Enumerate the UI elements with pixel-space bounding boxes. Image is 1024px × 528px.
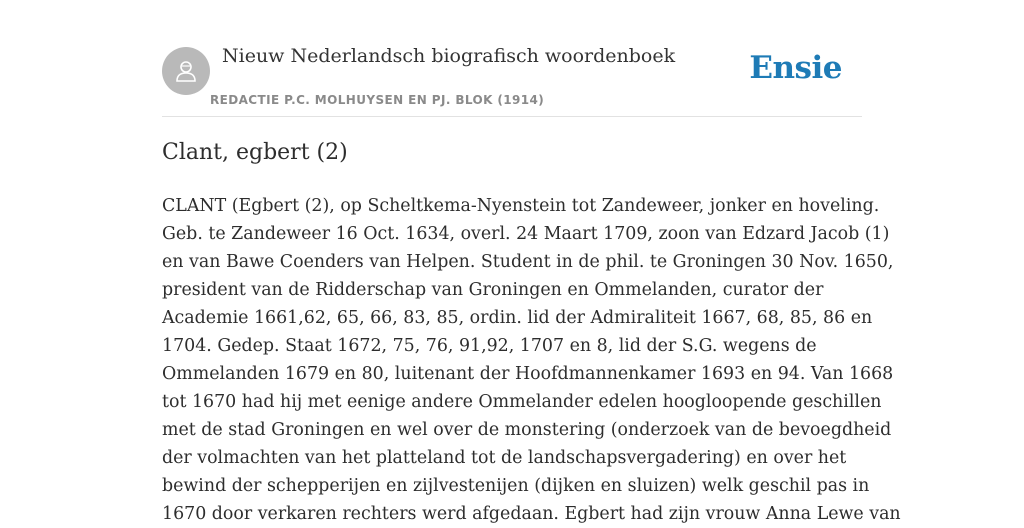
article-line: 1704. Gedep. Staat 1672, 75, 76, 91,92, 1707 en 8, lid der S.G. wegens de [162, 336, 817, 356]
article-line: en van Bawe Coenders van Helpen. Student in de phil. te Groningen 30 Nov. 1650, [162, 252, 894, 272]
article-body [162, 192, 901, 528]
article-line: tot 1670 had hij met eenige andere Ommelander edelen hoogloopende geschillen [162, 392, 882, 412]
article-line: 1670 door verkaren rechters werd afgedaan. Egbert had zijn vrouw Anna Lewe van [162, 504, 901, 524]
source-title-link[interactable]: Nieuw Nederlandsch biografisch woordenboek [222, 45, 676, 67]
user-avatar-icon [162, 47, 210, 95]
article-line: der volmachten van het platteland tot de landschapsvergadering) en over het [162, 448, 847, 468]
ensie-logo[interactable]: Ensie [749, 50, 842, 86]
article-line: met de stad Groningen en wel over de monstering (onderzoek van de bevoegdheid [162, 420, 892, 440]
source-editors: REDACTIE P.C. MOLHUYSEN EN PJ. BLOK (1914) [210, 93, 545, 107]
article-line: Geb. te Zandeweer 16 Oct. 1634, overl. 24 Maart 1709, zoon van Edzard Jacob (1) [162, 224, 890, 244]
article-title: Clant, egbert (2) [162, 140, 348, 165]
source-header [162, 0, 862, 117]
article-line: bewind der schepperijen en zijlvestenijen (dijken en sluizen) welk geschil pas in [162, 476, 870, 496]
person-outline-icon [171, 56, 201, 86]
article-line: CLANT (Egbert (2), op Scheltkema-Nyenstein tot Zandeweer, jonker en hoveling. [162, 196, 880, 216]
article-line: president van de Ridderschap van Groningen en Ommelanden, curator der [162, 280, 824, 300]
article-line: Ommelanden 1679 en 80, luitenant der Hoofdmannenkamer 1693 en 94. Van 1668 [162, 364, 894, 384]
article-line: Academie 1661,62, 65, 66, 83, 85, ordin. lid der Admiraliteit 1667, 68, 85, 86 en [162, 308, 873, 328]
